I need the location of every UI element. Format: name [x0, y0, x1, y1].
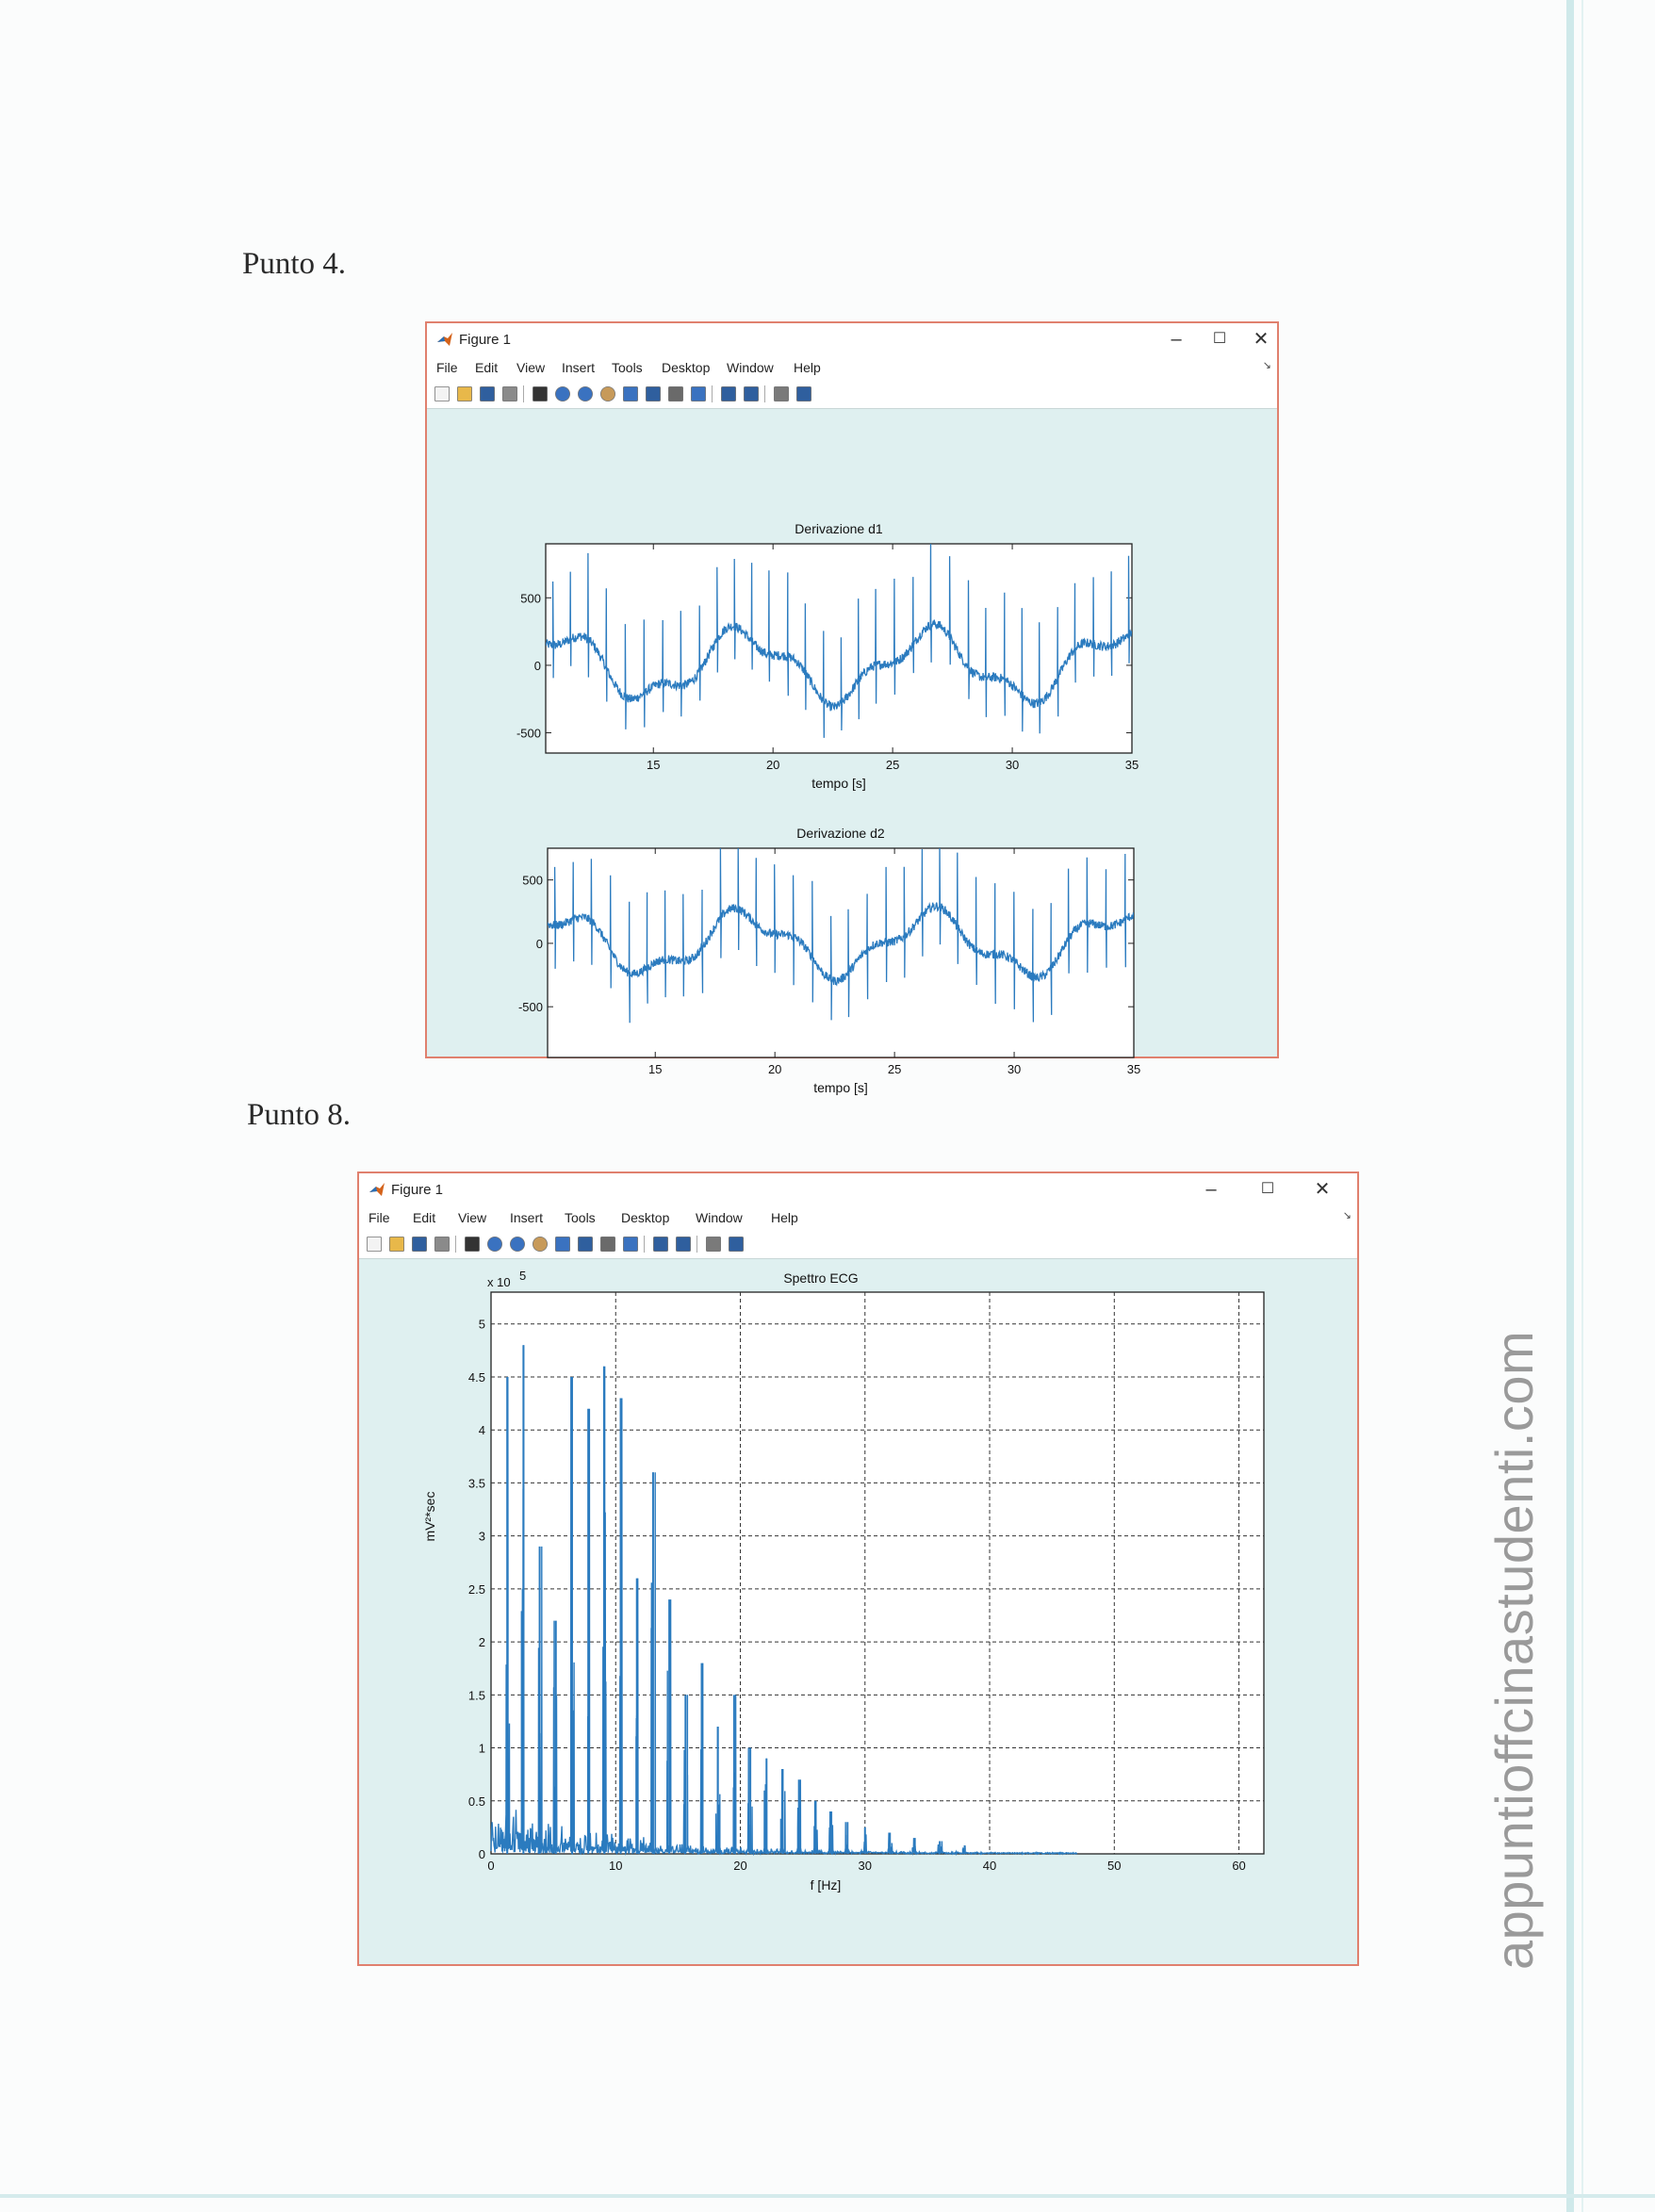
legend-icon[interactable] [744, 386, 759, 401]
x-tick-label: 30 [858, 1859, 873, 1873]
y-tick-label: 3.5 [467, 1476, 485, 1491]
zoom-in-icon[interactable] [487, 1237, 502, 1252]
menu-file[interactable]: File [369, 1210, 390, 1225]
pointer-icon[interactable] [465, 1237, 480, 1252]
y-tick-label: 5 [478, 1317, 485, 1332]
menu-insert[interactable]: Insert [562, 360, 596, 375]
matlab-icon [369, 1181, 385, 1198]
menu-tools[interactable]: Tools [612, 360, 643, 375]
x-tick-label: 20 [765, 758, 780, 772]
show-plot-tools-icon[interactable] [796, 386, 811, 401]
menu-view[interactable]: View [458, 1210, 487, 1225]
menu-view[interactable]: View [516, 360, 546, 375]
plot-title: Derivazione d2 [796, 826, 885, 841]
x-tick-label: 30 [1005, 758, 1020, 772]
x-tick-label: 40 [982, 1859, 997, 1873]
colorbar-icon[interactable] [653, 1237, 668, 1252]
menu-help[interactable]: Help [794, 360, 821, 375]
matlab-icon [436, 331, 453, 348]
menu-window[interactable]: Window [727, 360, 774, 375]
figure-window[interactable] [425, 321, 1279, 1095]
x-tick-label: 20 [733, 1859, 747, 1873]
legend-icon[interactable] [676, 1237, 691, 1252]
open-file-icon[interactable] [389, 1237, 404, 1252]
y-tick-label: 0 [533, 658, 541, 673]
zoom-out-icon[interactable] [578, 386, 593, 401]
page-edge [1581, 0, 1583, 2212]
y-tick-label: 2.5 [467, 1581, 485, 1597]
print-icon[interactable] [434, 1237, 450, 1252]
pan-icon[interactable] [533, 1237, 548, 1252]
link-icon[interactable] [623, 1237, 638, 1252]
y-tick-label: 500 [520, 591, 541, 606]
pointer-icon[interactable] [533, 386, 548, 401]
brush-icon[interactable] [668, 386, 683, 401]
menu-file[interactable]: File [436, 360, 458, 375]
watermark: appuntioffcinastudenti.com [1484, 1330, 1544, 1970]
open-file-icon[interactable] [457, 386, 472, 401]
save-icon[interactable] [480, 386, 495, 401]
brush-icon[interactable] [600, 1237, 615, 1252]
y-tick-label: -500 [516, 726, 541, 741]
x-tick-label: 25 [885, 758, 900, 772]
menu-edit[interactable]: Edit [475, 360, 499, 375]
menu-window[interactable]: Window [696, 1210, 743, 1225]
menu-bar [359, 1205, 1357, 1230]
colorbar-icon[interactable] [721, 386, 736, 401]
data-cursor-icon[interactable] [646, 386, 661, 401]
y-tick-label: 0.5 [467, 1794, 485, 1809]
dock-icon[interactable]: ↘ [1342, 1210, 1352, 1221]
plot-title: Derivazione d1 [795, 521, 883, 536]
y-tick-label: 1.5 [467, 1688, 485, 1703]
plot-axes [546, 544, 1132, 753]
figure-area [427, 409, 1277, 1095]
minimize-button[interactable]: – [1205, 1179, 1217, 1200]
menu-tools[interactable]: Tools [565, 1210, 596, 1225]
toolbar [427, 380, 1277, 409]
zoom-out-icon[interactable] [510, 1237, 525, 1252]
y-tick-label: 4.5 [467, 1369, 485, 1385]
show-plot-tools-icon[interactable] [729, 1237, 744, 1252]
y-tick-label: 0 [535, 936, 543, 951]
y-axis-label: mV²*sec [422, 1491, 437, 1542]
exponent-label: x 10 [487, 1275, 511, 1289]
plot-title: Spettro ECG [783, 1270, 859, 1286]
toolbar-separator [764, 385, 765, 402]
page-edge [0, 2194, 1655, 2198]
maximize-button[interactable]: ☐ [1260, 1181, 1275, 1197]
y-tick-label: 500 [522, 873, 543, 888]
dock-icon[interactable]: ↘ [1262, 360, 1271, 371]
data-cursor-icon[interactable] [578, 1237, 593, 1252]
y-tick-label: 0 [478, 1847, 485, 1861]
page-edge [1566, 0, 1574, 2212]
toolbar-separator [523, 385, 524, 402]
x-tick-label: 0 [487, 1859, 495, 1873]
toolbar-separator [644, 1236, 645, 1253]
y-tick-label: -500 [517, 1000, 543, 1015]
toolbar-separator [696, 1236, 697, 1253]
figure-canvas [427, 409, 1277, 1095]
figure-canvas [359, 1259, 1357, 1964]
print-icon[interactable] [502, 386, 517, 401]
toolbar-separator [712, 385, 713, 402]
menu-insert[interactable]: Insert [510, 1210, 544, 1225]
minimize-button[interactable]: – [1171, 329, 1182, 350]
toolbar-separator [455, 1236, 456, 1253]
menu-edit[interactable]: Edit [413, 1210, 436, 1225]
section-heading-punto8: Punto 8. [247, 1098, 352, 1132]
x-tick-label: 25 [887, 1062, 902, 1076]
window-title: Figure 1 [459, 332, 512, 348]
figure-area [359, 1259, 1357, 1964]
x-tick-label: 20 [767, 1062, 782, 1076]
rotate-icon[interactable] [555, 1237, 570, 1252]
x-axis-label: f [Hz] [810, 1877, 842, 1892]
new-figure-icon[interactable] [367, 1237, 382, 1252]
toolbar [359, 1230, 1357, 1259]
pan-icon[interactable] [600, 386, 615, 401]
x-axis-label: tempo [s] [811, 776, 866, 791]
x-tick-label: 15 [647, 758, 661, 772]
x-tick-label: 15 [648, 1062, 663, 1076]
x-tick-label: 60 [1232, 1859, 1246, 1873]
hide-plot-tools-icon[interactable] [706, 1237, 721, 1252]
menu-bar [427, 355, 1277, 380]
close-button[interactable]: ✕ [1314, 1179, 1331, 1200]
close-button[interactable]: ✕ [1253, 329, 1270, 350]
menu-help[interactable]: Help [771, 1210, 798, 1225]
window-title: Figure 1 [391, 1182, 444, 1198]
y-tick-label: 2 [478, 1635, 485, 1650]
zoom-in-icon[interactable] [555, 386, 570, 401]
hide-plot-tools-icon[interactable] [774, 386, 789, 401]
title-bar[interactable] [359, 1173, 1357, 1205]
plot-axes [491, 1292, 1264, 1854]
new-figure-icon[interactable] [434, 386, 450, 401]
x-tick-label: 35 [1126, 1062, 1141, 1076]
title-bar[interactable] [427, 323, 1277, 355]
rotate-icon[interactable] [623, 386, 638, 401]
menu-desktop[interactable]: Desktop [662, 360, 711, 375]
x-tick-label: 10 [609, 1859, 623, 1873]
section-heading-punto4: Punto 4. [242, 247, 347, 281]
x-tick-label: 50 [1107, 1859, 1122, 1873]
maximize-button[interactable]: ☐ [1212, 331, 1227, 347]
figure-window[interactable] [357, 1172, 1359, 1966]
link-icon[interactable] [691, 386, 706, 401]
y-tick-label: 1 [478, 1741, 485, 1756]
x-tick-label: 35 [1124, 758, 1139, 772]
y-tick-label: 3 [478, 1529, 485, 1544]
save-icon[interactable] [412, 1237, 427, 1252]
y-tick-label: 4 [478, 1423, 485, 1438]
x-axis-label: tempo [s] [813, 1080, 868, 1095]
plot-axes [548, 848, 1134, 1057]
menu-desktop[interactable]: Desktop [621, 1210, 670, 1225]
exponent-power: 5 [519, 1269, 527, 1283]
x-tick-label: 30 [1007, 1062, 1022, 1076]
